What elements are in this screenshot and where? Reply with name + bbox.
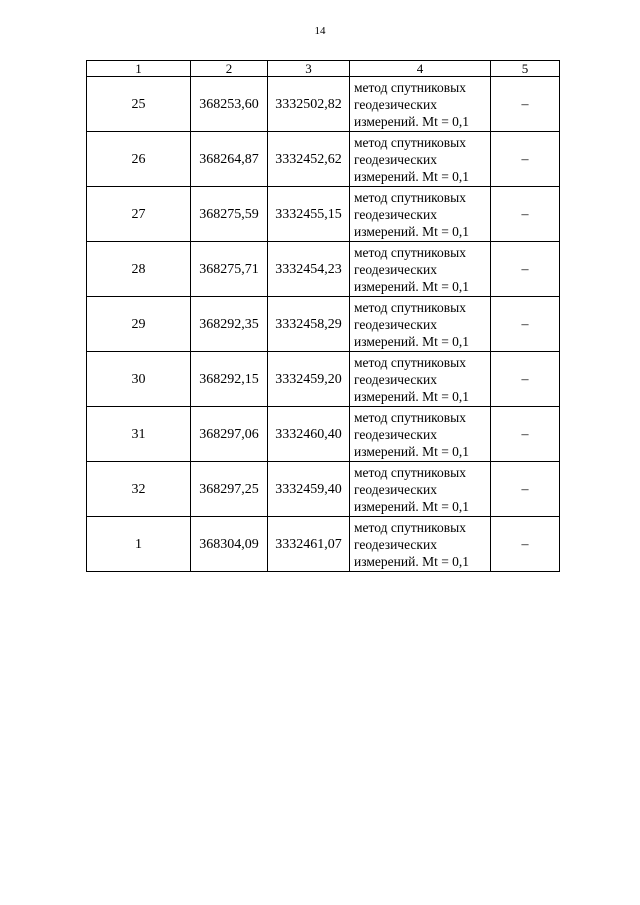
x-coordinate-cell: 368292,15 <box>191 352 268 407</box>
y-coordinate-cell: 3332460,40 <box>268 407 350 462</box>
table-row <box>87 297 560 352</box>
method-cell <box>350 242 491 297</box>
x-coordinate-cell: 368275,59 <box>191 187 268 242</box>
method-line: метод спутниковых <box>354 79 466 95</box>
column-header: 2 <box>191 61 268 77</box>
method-cell <box>350 352 491 407</box>
method-line: измерений. Mt = 0,1 <box>354 278 470 294</box>
note-cell: – <box>491 242 560 297</box>
method-line: геодезических <box>354 426 437 442</box>
page-number: 14 <box>314 25 326 37</box>
method-line: измерений. Mt = 0,1 <box>354 443 470 459</box>
y-coordinate-cell: 3332459,20 <box>268 352 350 407</box>
method-cell <box>350 297 491 352</box>
note-cell: – <box>491 77 560 132</box>
method-line: геодезических <box>354 536 437 552</box>
method-line: метод спутниковых <box>354 409 466 425</box>
point-number-cell: 30 <box>87 352 191 407</box>
note-cell: – <box>491 517 560 572</box>
table-row <box>87 187 560 242</box>
method-line: измерений. Mt = 0,1 <box>354 498 470 514</box>
point-number-cell: 1 <box>87 517 191 572</box>
x-coordinate-cell: 368297,06 <box>191 407 268 462</box>
point-number-cell: 25 <box>87 77 191 132</box>
method-line: метод спутниковых <box>354 299 466 315</box>
method-cell <box>350 132 491 187</box>
note-cell: – <box>491 407 560 462</box>
y-coordinate-cell: 3332461,07 <box>268 517 350 572</box>
point-number-cell: 32 <box>87 462 191 517</box>
y-coordinate-cell: 3332458,29 <box>268 297 350 352</box>
point-number-cell: 28 <box>87 242 191 297</box>
x-coordinate-cell: 368275,71 <box>191 242 268 297</box>
method-line: геодезических <box>354 96 437 112</box>
method-line: метод спутниковых <box>354 354 466 370</box>
method-line: измерений. Mt = 0,1 <box>354 388 470 404</box>
table-row <box>87 462 560 517</box>
table-row <box>87 517 560 572</box>
y-coordinate-cell: 3332455,15 <box>268 187 350 242</box>
method-line: измерений. Mt = 0,1 <box>354 333 470 349</box>
method-line: геодезических <box>354 261 437 277</box>
y-coordinate-cell: 3332452,62 <box>268 132 350 187</box>
method-line: измерений. Mt = 0,1 <box>354 553 470 569</box>
method-line: измерений. Mt = 0,1 <box>354 223 470 239</box>
column-header: 3 <box>268 61 350 77</box>
table-row <box>87 77 560 132</box>
x-coordinate-cell: 368304,09 <box>191 517 268 572</box>
table-row <box>87 242 560 297</box>
method-line: метод спутниковых <box>354 244 466 260</box>
method-line: метод спутниковых <box>354 134 466 150</box>
method-line: геодезических <box>354 316 437 332</box>
table-row <box>87 407 560 462</box>
point-number-cell: 27 <box>87 187 191 242</box>
method-line: геодезических <box>354 206 437 222</box>
y-coordinate-cell: 3332454,23 <box>268 242 350 297</box>
method-cell <box>350 77 491 132</box>
x-coordinate-cell: 368264,87 <box>191 132 268 187</box>
x-coordinate-cell: 368297,25 <box>191 462 268 517</box>
table-header-row <box>87 61 560 77</box>
y-coordinate-cell: 3332459,40 <box>268 462 350 517</box>
method-cell <box>350 187 491 242</box>
note-cell: – <box>491 462 560 517</box>
point-number-cell: 31 <box>87 407 191 462</box>
method-cell <box>350 517 491 572</box>
method-line: геодезических <box>354 371 437 387</box>
method-cell <box>350 407 491 462</box>
method-line: геодезических <box>354 481 437 497</box>
column-header: 1 <box>87 61 191 77</box>
table-row <box>87 132 560 187</box>
x-coordinate-cell: 368292,35 <box>191 297 268 352</box>
point-number-cell: 26 <box>87 132 191 187</box>
note-cell: – <box>491 297 560 352</box>
note-cell: – <box>491 132 560 187</box>
method-line: метод спутниковых <box>354 189 466 205</box>
coordinates-table <box>86 60 560 572</box>
column-header: 5 <box>491 61 560 77</box>
note-cell: – <box>491 352 560 407</box>
method-line: метод спутниковых <box>354 519 466 535</box>
method-line: измерений. Mt = 0,1 <box>354 113 470 129</box>
table-row <box>87 352 560 407</box>
method-cell <box>350 462 491 517</box>
method-line: геодезических <box>354 151 437 167</box>
method-line: измерений. Mt = 0,1 <box>354 168 470 184</box>
y-coordinate-cell: 3332502,82 <box>268 77 350 132</box>
x-coordinate-cell: 368253,60 <box>191 77 268 132</box>
point-number-cell: 29 <box>87 297 191 352</box>
column-header: 4 <box>350 61 491 77</box>
note-cell: – <box>491 187 560 242</box>
method-line: метод спутниковых <box>354 464 466 480</box>
